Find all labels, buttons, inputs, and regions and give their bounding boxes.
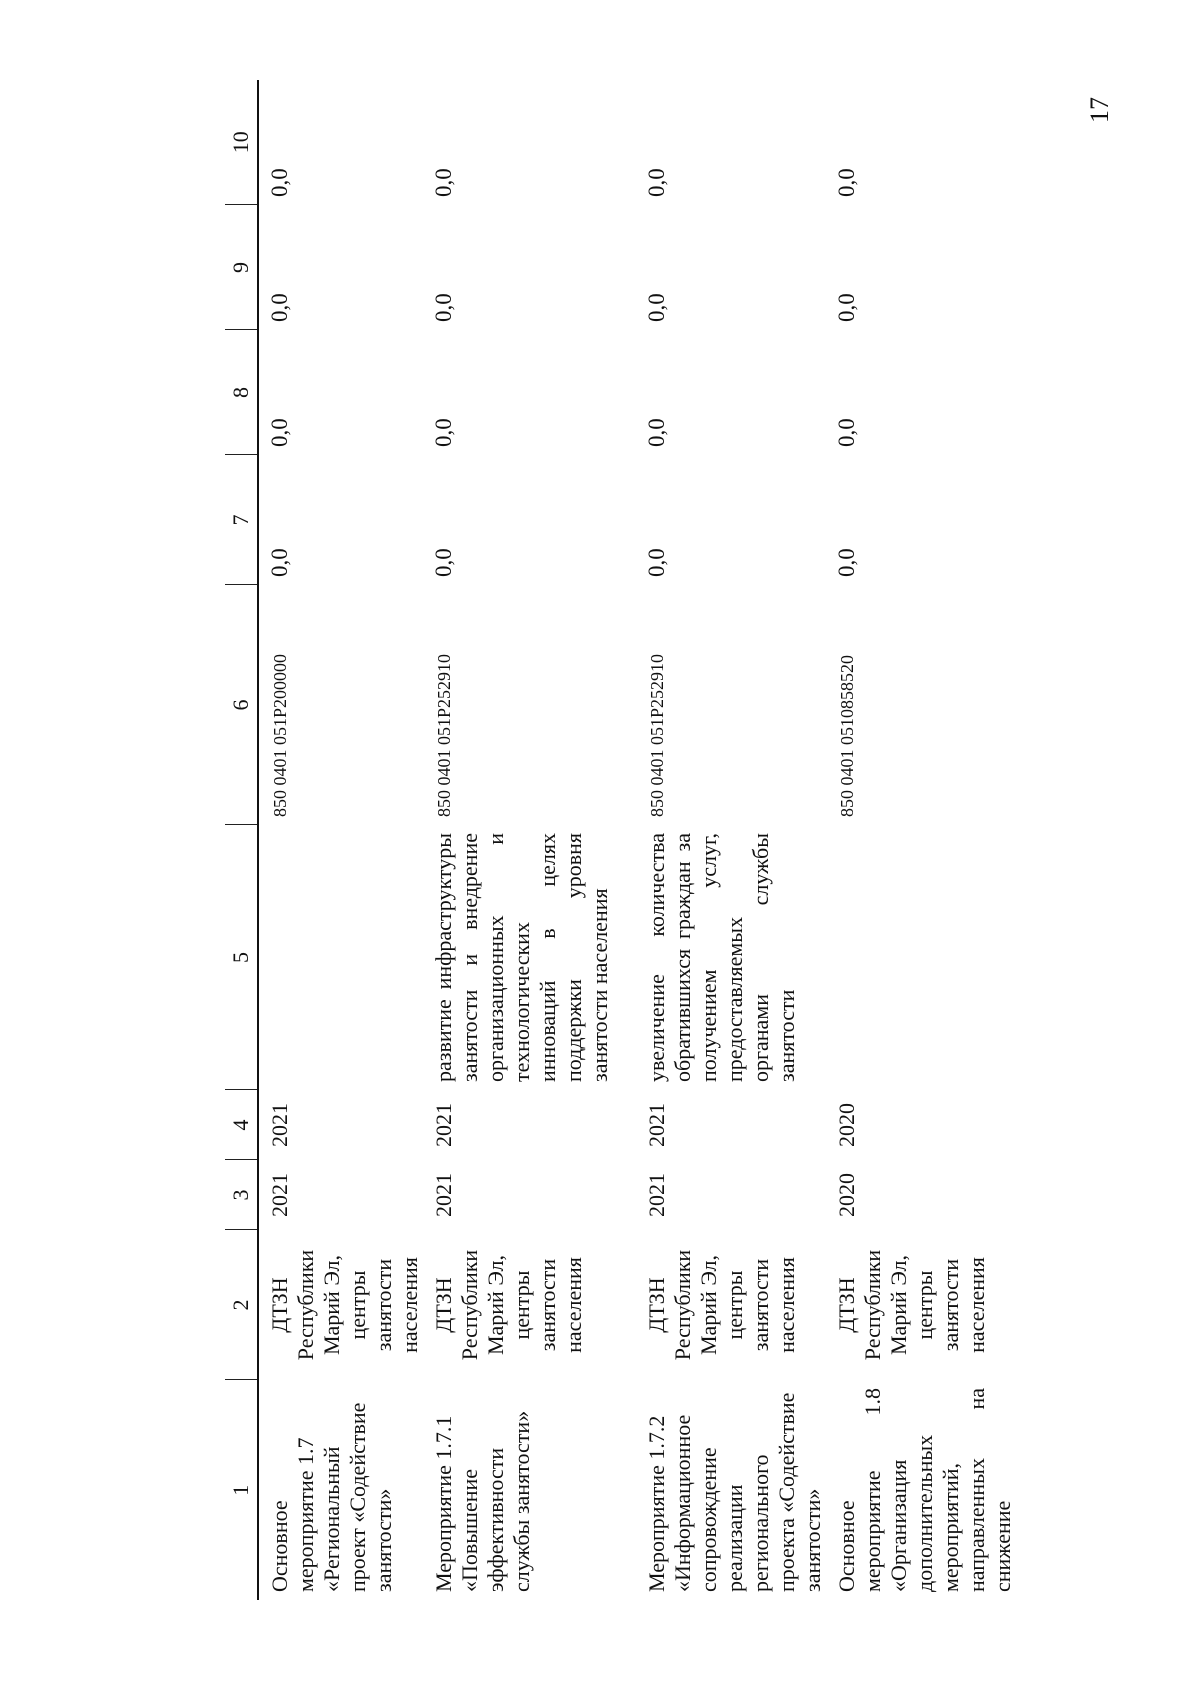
page-number: 17 xyxy=(1085,97,1114,123)
end-year-cell: 2021 xyxy=(431,1103,456,1147)
budget-code-cell: 850 0401 051P200000 xyxy=(270,653,290,817)
executor-cell: ДТЗН Республики Марий Эл, центры занятости населения xyxy=(267,1249,422,1361)
value-cell-9: 0,0 xyxy=(644,293,669,322)
value-cell-8: 0,0 xyxy=(834,418,859,447)
value-cell-7: 0,0 xyxy=(267,548,292,577)
activity-name-cell: Мероприятие 1.7.2 «Информационное сопровождение реализации регионального проекта «Содействие занятости» xyxy=(644,1392,825,1592)
value-cell-9: 0,0 xyxy=(431,293,456,322)
start-year-cell: 2021 xyxy=(431,1173,456,1217)
table-row xyxy=(636,80,826,1600)
budget-code-cell: 850 0401 0510858520 xyxy=(837,655,857,817)
table-row xyxy=(258,80,423,1600)
budget-code-cell: 850 0401 051P252910 xyxy=(647,653,667,817)
column-header-1: 1 xyxy=(225,1380,258,1600)
rotated-page-content xyxy=(225,80,1015,1600)
executor-cell: ДТЗН Республики Марий Эл, центры занятости населения xyxy=(431,1249,586,1361)
value-cell-8: 0,0 xyxy=(431,418,456,447)
activity-name-cell: Основное мероприятие 1.7 «Региональный проект «Содействие занятости» xyxy=(267,1402,396,1592)
start-year-cell: 2021 xyxy=(644,1173,669,1217)
column-header-7: 7 xyxy=(225,455,258,585)
column-header-6: 6 xyxy=(225,585,258,825)
value-cell-10: 0,0 xyxy=(834,168,859,197)
expected-result-cell xyxy=(258,825,423,1090)
value-cell-7: 0,0 xyxy=(431,548,456,577)
end-year-cell: 2020 xyxy=(834,1103,859,1147)
value-cell-10: 0,0 xyxy=(267,168,292,197)
column-header-2: 2 xyxy=(225,1230,258,1380)
value-cell-8: 0,0 xyxy=(267,418,292,447)
start-year-cell: 2021 xyxy=(267,1173,292,1217)
value-cell-7: 0,0 xyxy=(644,548,669,577)
value-cell-8: 0,0 xyxy=(644,418,669,447)
activity-name-cell: Основное мероприятие 1.8 «Организация дополнительных мероприятий, направленных на снижение xyxy=(834,1388,1015,1592)
start-year-cell: 2020 xyxy=(834,1173,859,1217)
column-header-8: 8 xyxy=(225,330,258,455)
value-cell-9: 0,0 xyxy=(834,293,859,322)
executor-cell: ДТЗН Республики Марий Эл, центры занятости населения xyxy=(644,1249,799,1361)
column-header-10: 10 xyxy=(225,80,258,205)
value-cell-7: 0,0 xyxy=(834,548,859,577)
value-cell-9: 0,0 xyxy=(267,293,292,322)
program-activities-table xyxy=(225,80,1016,1600)
column-header-4: 4 xyxy=(225,1090,258,1160)
column-number-header-row xyxy=(225,80,258,1600)
budget-code-cell: 850 0401 051P252910 xyxy=(434,653,454,817)
value-cell-10: 0,0 xyxy=(644,168,669,197)
executor-cell: ДТЗН Республики Марий Эл, центры занятости населения xyxy=(834,1249,989,1361)
column-header-3: 3 xyxy=(225,1160,258,1230)
activity-name-cell: Мероприятие 1.7.1 «Повышение эффективности службы занятости» xyxy=(431,1410,534,1592)
expected-result-cell xyxy=(826,825,1016,1090)
expected-result-cell: увеличение количества обратившихся граждан за получением услуг, предоставляемых органами службы занятости xyxy=(644,833,799,1082)
column-header-5: 5 xyxy=(225,825,258,1090)
table-row xyxy=(423,80,636,1600)
table-row xyxy=(826,80,1016,1600)
column-header-9: 9 xyxy=(225,205,258,330)
value-cell-10: 0,0 xyxy=(431,168,456,197)
end-year-cell: 2021 xyxy=(644,1103,669,1147)
end-year-cell: 2021 xyxy=(267,1103,292,1147)
expected-result-cell: развитие инфраструктуры занятости и внедрение организационных и технологических инноваций в целях поддержки уровня занятости населения xyxy=(431,833,612,1082)
